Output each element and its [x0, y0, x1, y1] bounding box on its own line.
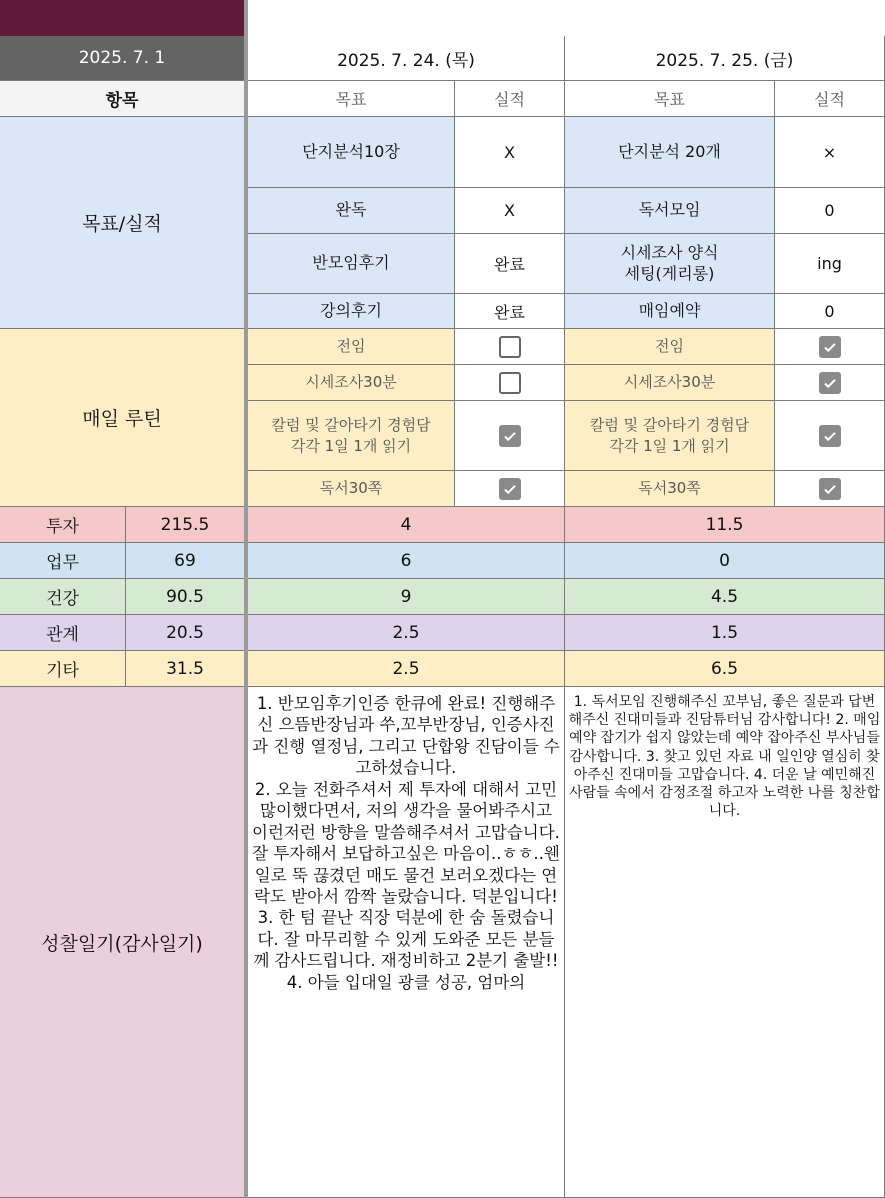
stat-value-invest: 11.5	[565, 507, 885, 543]
routine-item: 칼럼 및 갈아타기 경험담 각각 1일 1개 읽기	[565, 401, 775, 471]
goal-cell[interactable]: 독서모임	[565, 188, 775, 234]
routine-item: 칼럼 및 갈아타기 경험담 각각 1일 1개 읽기	[248, 401, 455, 471]
stat-label-work: 업무	[0, 543, 126, 579]
stat-value-relation: 1.5	[565, 615, 885, 651]
result-cell[interactable]: 0	[775, 294, 885, 329]
routine-item: 독서30쪽	[248, 471, 455, 507]
result-column-header: 실적	[775, 81, 885, 117]
goal-cell[interactable]: 단지분석10장	[248, 117, 455, 188]
routine-checkbox-cell	[775, 365, 885, 401]
routine-checkbox-cell	[455, 329, 565, 365]
left-date-header: 2025. 7. 1	[0, 36, 245, 81]
checkbox[interactable]	[819, 478, 841, 500]
goal-cell[interactable]: 매임예약	[565, 294, 775, 329]
stat-value-invest: 4	[248, 507, 565, 543]
day-date-header: 2025. 7. 24. (목)	[248, 36, 565, 81]
routine-checkbox-cell	[775, 471, 885, 507]
stat-value-etc: 31.5	[126, 651, 245, 687]
result-cell[interactable]: ing	[775, 234, 885, 294]
routine-item: 전임	[565, 329, 775, 365]
stat-value-invest: 215.5	[126, 507, 245, 543]
checkbox[interactable]	[499, 372, 521, 394]
title-band	[0, 0, 245, 36]
stat-value-work: 0	[565, 543, 885, 579]
stat-label-invest: 투자	[0, 507, 126, 543]
result-cell[interactable]: X	[455, 117, 565, 188]
stat-label-etc: 기타	[0, 651, 126, 687]
routine-checkbox-cell	[455, 471, 565, 507]
checkbox[interactable]	[819, 372, 841, 394]
checkbox[interactable]	[499, 478, 521, 500]
routine-item: 독서30쪽	[565, 471, 775, 507]
stat-value-health: 90.5	[126, 579, 245, 615]
stat-value-etc: 2.5	[248, 651, 565, 687]
checkbox[interactable]	[819, 336, 841, 358]
goal-column-header: 목표	[248, 81, 455, 117]
routine-checkbox-cell	[775, 329, 885, 365]
goal-cell[interactable]: 반모임후기	[248, 234, 455, 294]
stat-value-work: 6	[248, 543, 565, 579]
routine-checkbox-cell	[455, 365, 565, 401]
result-cell[interactable]: 완료	[455, 234, 565, 294]
routine-item: 시세조사30분	[565, 365, 775, 401]
daily-routine-label: 매일 루틴	[0, 329, 245, 507]
stat-value-health: 4.5	[565, 579, 885, 615]
diary-text[interactable]: 1. 독서모임 진행해주신 꼬부님, 좋은 질문과 답변해주신 진대미들과 진담튜터님 감사합니다! 2. 매임예약 잡기가 쉽지 않았는데 예약 잡아주신 부사님들 감사합니다. 3. 찾고 있던 자료 내 일인양 열심히 찾아주신 진대미들 고맙습니다. 4. 더운 날 예민해진 사람들 속에서 감정조절 하고자 노력한 나를 칭찬합니다.	[565, 687, 885, 1198]
result-cell[interactable]: X	[455, 188, 565, 234]
goal-cell[interactable]: 강의후기	[248, 294, 455, 329]
result-cell[interactable]: 0	[775, 188, 885, 234]
result-cell[interactable]: ×	[775, 117, 885, 188]
stat-value-relation: 20.5	[126, 615, 245, 651]
day-date-header: 2025. 7. 25. (금)	[565, 36, 885, 81]
diary-label: 성찰일기(감사일기)	[0, 687, 245, 1198]
routine-checkbox-cell	[775, 401, 885, 471]
goal-column-header: 목표	[565, 81, 775, 117]
routine-checkbox-cell	[455, 401, 565, 471]
diary-text[interactable]: 1. 반모임후기인증 한큐에 완료! 진행해주신 으뜸반장님과 쑤,꼬부반장님, 인증사진과 진행 열정님, 그리고 단합왕 진담이들 수고하셨습니다. 2. 오늘 전화주셔서 제 투자에 대해서 고민 많이했다면서, 저의 생각을 물어봐주시고 이런저런 방향을 말씀해주셔서 고맙습니다. 잘 투자해서 보답하고싶은 마음이..ㅎㅎ..웬일로 뚝 끊겼던 매도 물건 보러오겠다는 연락도 받아서 깜짝 놀랐습니다. 덕분입니다! 3. 한 텀 끝난 직장 덕분에 한 숨 돌렸습니다. 잘 마무리할 수 있게 도와준 모든 분들께 감사드립니다. 재정비하고 2분기 출발!! 4. 아들 입대일 광클 성공, 엄마의	[248, 687, 565, 1198]
goal-cell[interactable]: 단지분석 20개	[565, 117, 775, 188]
stat-value-work: 69	[126, 543, 245, 579]
routine-item: 전임	[248, 329, 455, 365]
goal-result-label: 목표/실적	[0, 117, 245, 329]
checkbox[interactable]	[819, 425, 841, 447]
goal-cell[interactable]: 완독	[248, 188, 455, 234]
item-header: 항목	[0, 81, 245, 117]
routine-item: 시세조사30분	[248, 365, 455, 401]
result-cell[interactable]: 완료	[455, 294, 565, 329]
stat-value-health: 9	[248, 579, 565, 615]
stat-value-relation: 2.5	[248, 615, 565, 651]
stat-label-health: 건강	[0, 579, 126, 615]
checkbox[interactable]	[499, 336, 521, 358]
stat-value-etc: 6.5	[565, 651, 885, 687]
checkbox[interactable]	[499, 425, 521, 447]
stat-label-relation: 관계	[0, 615, 126, 651]
result-column-header: 실적	[455, 81, 565, 117]
goal-cell[interactable]: 시세조사 양식 세팅(게리롱)	[565, 234, 775, 294]
